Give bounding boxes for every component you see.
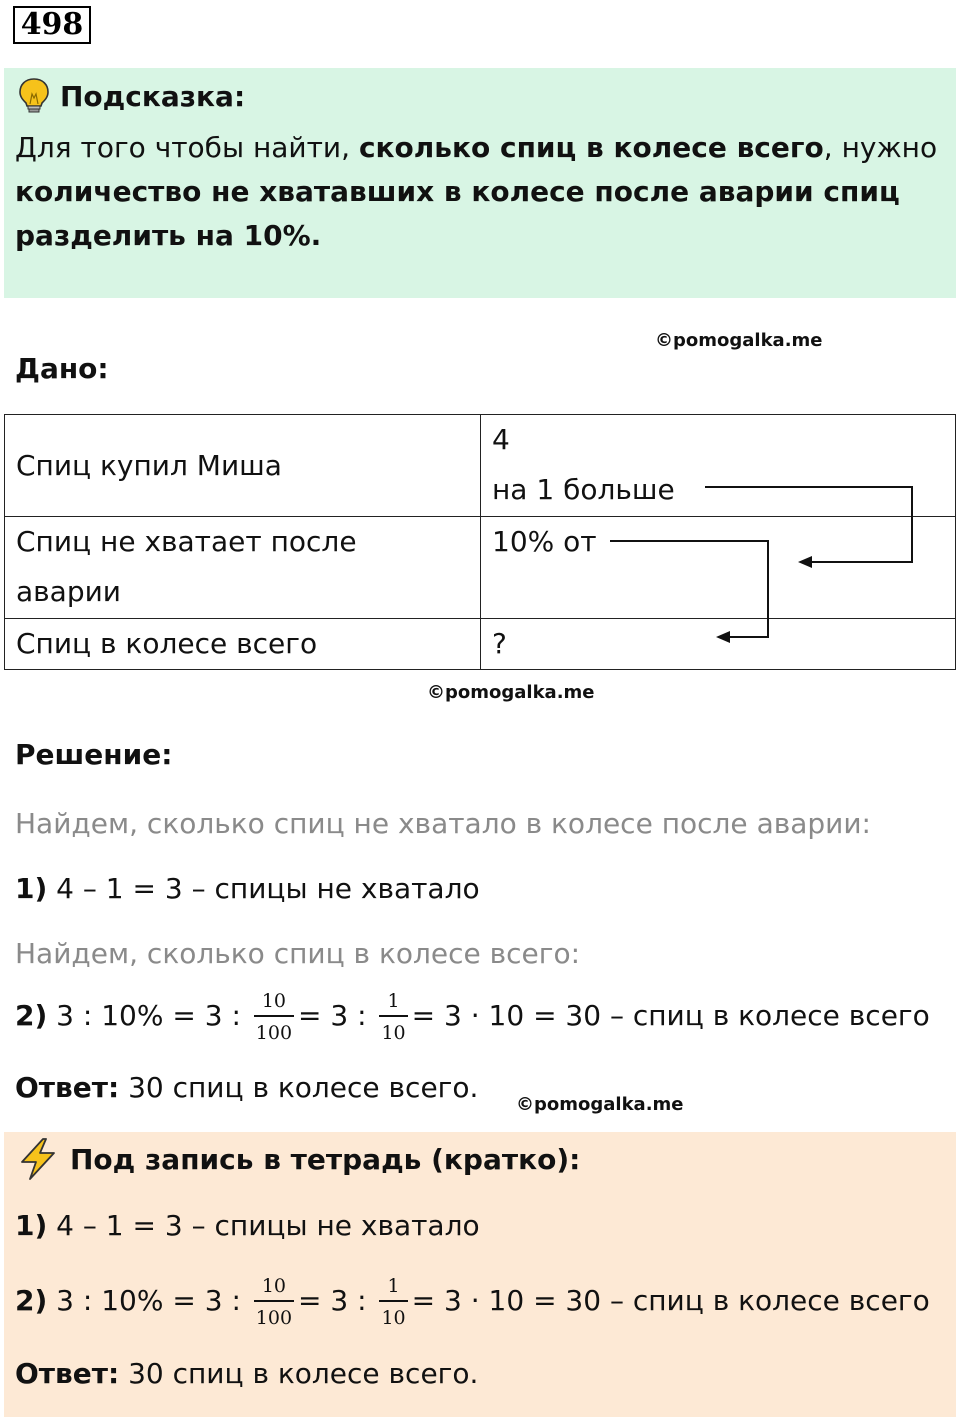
step-text: 4 – 1 = 3 – спицы не хватало: [47, 1209, 480, 1242]
given-table: [4, 414, 956, 670]
step-text: = 3 · 10 = 30 – спиц в колесе всего: [411, 1284, 930, 1317]
given-title: Дано:: [15, 352, 109, 385]
watermark: ©pomogalka.me: [655, 330, 823, 351]
given-value: 4: [492, 423, 510, 456]
notebook-answer: [15, 1354, 478, 1394]
given-label: аварии: [16, 575, 121, 608]
answer-text: 30 спиц в колесе всего.: [119, 1071, 479, 1104]
solution-title: Решение:: [15, 738, 173, 771]
fraction-denominator: 10: [381, 1307, 406, 1329]
given-value: 10% от: [492, 525, 597, 558]
notebook-step-2: [15, 1273, 930, 1329]
step-number: 1): [15, 1209, 48, 1242]
fraction: [254, 990, 294, 1044]
table-cell: [481, 619, 956, 670]
lightning-icon: [16, 1137, 60, 1181]
step-text: 3 : 10% = 3 :: [47, 1284, 250, 1317]
fraction: [379, 1275, 407, 1329]
table-cell: [5, 415, 481, 517]
hint-text-part: , нужно: [823, 131, 938, 164]
step-text: 4 – 1 = 3 – спицы не хватало: [47, 872, 480, 905]
step-text: = 3 :: [298, 999, 376, 1032]
fraction-numerator: 10: [254, 1275, 294, 1302]
notebook-step-1: [15, 1206, 480, 1246]
table-cell: [481, 517, 956, 619]
hint-text-part: Для того чтобы найти,: [15, 131, 359, 164]
step-text: 3 : 10% = 3 :: [47, 999, 250, 1032]
hint-text-bold: сколько спиц в колесе всего: [358, 131, 824, 164]
fraction-denominator: 100: [255, 1307, 293, 1329]
fraction-numerator: 1: [379, 990, 407, 1017]
notebook-title: Под запись в тетрадь (кратко):: [70, 1143, 581, 1176]
hint-text-bold: количество не хватавших в колесе после аварии спиц разделить на 10%.: [15, 175, 900, 252]
table-cell: [5, 517, 481, 619]
explanation-text: Найдем, сколько спиц не хватало в колесе после аварии:: [15, 807, 871, 840]
explanation-text: Найдем, сколько спиц в колесе всего:: [15, 937, 581, 970]
fraction-denominator: 100: [255, 1022, 293, 1044]
step-number: 1): [15, 872, 48, 905]
table-row: [5, 517, 956, 619]
table-row: [5, 619, 956, 670]
watermark: ©pomogalka.me: [427, 682, 595, 703]
fraction: [379, 990, 407, 1044]
given-label: Спиц в колесе всего: [16, 627, 318, 660]
fraction-numerator: 10: [254, 990, 294, 1017]
answer-label: Ответ:: [15, 1357, 120, 1390]
table-row: [5, 415, 956, 517]
given-label: Спиц купил Миша: [16, 448, 282, 482]
step-text: = 3 :: [298, 1284, 376, 1317]
fraction-numerator: 1: [379, 1275, 407, 1302]
watermark: ©pomogalka.me: [516, 1094, 684, 1115]
fraction-denominator: 10: [381, 1022, 406, 1044]
table-cell: [5, 619, 481, 670]
answer-text: 30 спиц в колесе всего.: [119, 1357, 479, 1390]
task-number: 498: [13, 6, 91, 44]
lightbulb-icon: [16, 76, 52, 114]
step-number: 2): [15, 999, 48, 1032]
solution-step-2: [15, 988, 930, 1044]
given-value: ?: [492, 627, 507, 660]
given-value: на 1 больше: [492, 473, 675, 506]
step-number: 2): [15, 1284, 48, 1317]
answer: [15, 1068, 478, 1108]
fraction: [254, 1275, 294, 1329]
given-label: Спиц не хватает после: [16, 525, 357, 558]
step-text: = 3 · 10 = 30 – спиц в колесе всего: [411, 999, 930, 1032]
answer-label: Ответ:: [15, 1071, 120, 1104]
hint-title: Подсказка:: [60, 80, 246, 113]
solution-step-1: [15, 869, 480, 909]
table-cell: [481, 415, 956, 517]
hint-text: [15, 126, 940, 258]
